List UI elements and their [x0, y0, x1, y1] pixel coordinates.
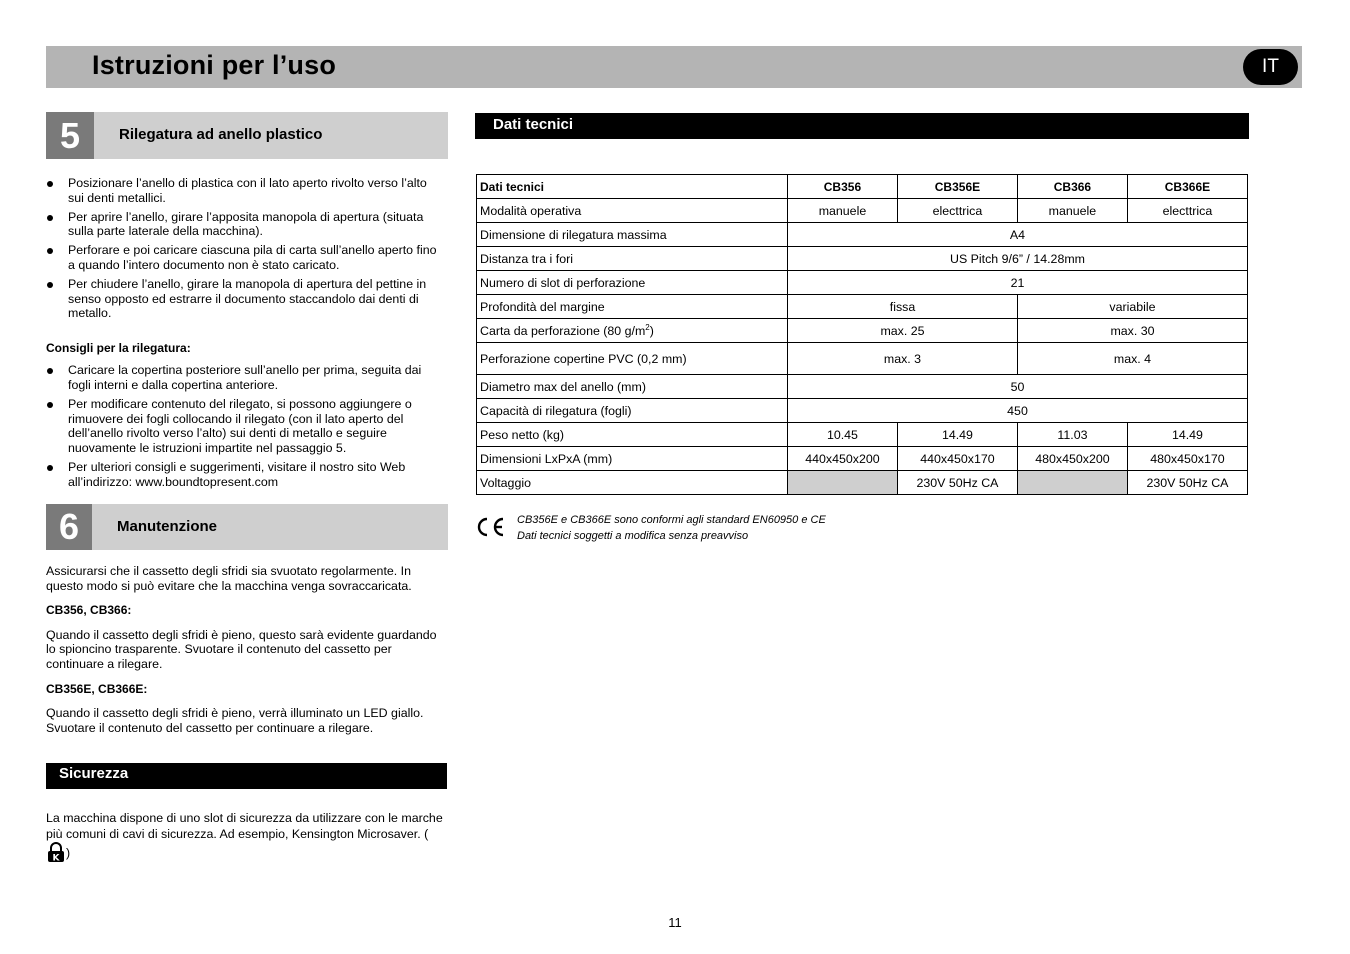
kensington-lock-icon [46, 842, 66, 863]
table-cell: Profondità del margine [477, 295, 788, 319]
table-cell: CB366 [1017, 175, 1127, 199]
table-cell: Distanza tra i fori [477, 247, 788, 271]
table-cell: Dimensione di rilegatura massima [477, 223, 788, 247]
table-cell: CB356E [897, 175, 1017, 199]
table-row [477, 399, 1248, 423]
table-row [477, 271, 1248, 295]
paper-label-sup: 2 [645, 322, 650, 332]
ce-note [517, 513, 826, 544]
table-cell: Dati tecnici [477, 175, 788, 199]
table-cell: 50 [788, 375, 1248, 399]
table-row [477, 199, 1248, 223]
ce-note-line-2: Dati tecnici soggetti a modifica senza preavviso [517, 529, 749, 542]
section-5-header [46, 112, 448, 159]
table-row [477, 247, 1248, 271]
table-row [477, 447, 1248, 471]
table-row [477, 471, 1248, 495]
section-6-number: 6 [46, 504, 92, 550]
steps-list [46, 176, 446, 321]
table-cell: Numero di slot di perforazione [477, 271, 788, 295]
table-cell: Perforazione copertine PVC (0,2 mm) [477, 343, 788, 375]
table-cell: electtrica [897, 199, 1017, 223]
maintenance-sub1-heading: CB356, CB366: [46, 603, 132, 618]
table-cell: US Pitch 9/6” / 14.28mm [788, 247, 1248, 271]
table-cell: CB356 [788, 175, 898, 199]
table-header-row [477, 175, 1248, 199]
table-cell: 450 [788, 399, 1248, 423]
svg-text:K: K [52, 853, 60, 863]
table-cell: 440x450x200 [788, 447, 898, 471]
table-cell: 230V 50Hz CA [897, 471, 1017, 495]
paper-label-end: ) [649, 324, 654, 339]
ce-note-line-1: CB356E e CB366E sono conformi agli standard EN60950 e CE [517, 514, 826, 526]
safety-text-end: ) [66, 846, 71, 860]
table-row [477, 295, 1248, 319]
tips-heading: Consigli per la rilegatura: [46, 340, 191, 355]
table-row [477, 223, 1248, 247]
table-cell: variabile [1017, 295, 1247, 319]
page-title: Istruzioni per l’uso [92, 50, 337, 80]
list-item: Per ulteriori consigli e suggerimenti, visitare il nostro sito Web all’indirizzo: www.boundtopresent.com [46, 460, 446, 489]
tech-data-table [476, 174, 1248, 495]
page-number: 11 [668, 915, 682, 930]
list-item: Per chiudere l’anello, girare la manopola di apertura del pettine in senso opposto ed estrarre il documento staccandolo dai denti di metallo. [46, 277, 446, 321]
table-row [477, 375, 1248, 399]
table-cell: 440x450x170 [897, 447, 1017, 471]
table-row [477, 343, 1248, 375]
safety-header: Sicurezza [46, 763, 447, 789]
table-cell: max. 3 [788, 343, 1018, 375]
tech-data-header: Dati tecnici [475, 113, 1249, 139]
maintenance-sub2-heading: CB356E, CB366E: [46, 681, 148, 696]
table-cell: CB366E [1127, 175, 1247, 199]
tips-list [46, 363, 446, 489]
section-6-body [46, 564, 446, 735]
table-cell: Modalità operativa [477, 199, 788, 223]
maintenance-intro: Assicurarsi che il cassetto degli sfridi sia svuotato regolarmente. In questo modo si può evitare che la macchina venga sovraccaricata. [46, 564, 412, 593]
table-cell: Dimensioni LxPxA (mm) [477, 447, 788, 471]
section-5-title: Rilegatura ad anello plastico [119, 126, 323, 143]
section-5-number: 5 [46, 112, 94, 159]
table-cell: 11.03 [1017, 423, 1127, 447]
table-cell-empty [1017, 471, 1127, 495]
language-badge: IT [1243, 49, 1298, 85]
list-item: Posizionare l’anello di plastica con il lato aperto rivolto verso l’alto sui denti metallici. [46, 176, 446, 205]
table-cell-empty [788, 471, 898, 495]
table-cell: 14.49 [897, 423, 1017, 447]
section-5-body [46, 176, 446, 494]
safety-body [46, 811, 446, 863]
table-cell: electtrica [1127, 199, 1247, 223]
table-cell: fissa [788, 295, 1018, 319]
table-cell: Capacità di rilegatura (fogli) [477, 399, 788, 423]
list-item: Per modificare contenuto del rilegato, si possono aggiungere o rimuovere dei fogli collocando il rilegato (con il lato aperto del dell’anello rivolto verso l’alto) sui denti di metallo e seguire nuovamente le istruzioni impartite nel passaggio 5. [46, 397, 446, 455]
table-row [477, 319, 1248, 343]
paper-label: Carta da perforazione (80 g/m [480, 324, 646, 339]
table-cell: 10.45 [788, 423, 898, 447]
table-cell: manuele [1017, 199, 1127, 223]
table-cell: manuele [788, 199, 898, 223]
section-6-header [46, 504, 448, 550]
table-cell: Peso netto (kg) [477, 423, 788, 447]
table-row [477, 423, 1248, 447]
maintenance-sub2-text: Quando il cassetto degli sfridi è pieno, verrà illuminato un LED giallo. Svuotare il contenuto del cassetto per continuare a rilegare. [46, 706, 424, 735]
safety-text: La macchina dispone di uno slot di sicurezza da utilizzare con le marche più comuni di cavi di sicurezza. Ad esempio, Kensington Microsaver. ( [46, 811, 443, 841]
table-cell [477, 319, 788, 343]
table-cell: Voltaggio [477, 471, 788, 495]
table-cell: max. 4 [1017, 343, 1247, 375]
table-cell: 480x450x200 [1017, 447, 1127, 471]
maintenance-sub1-text: Quando il cassetto degli sfridi è pieno, questo sarà evidente guardando lo spioncino trasparente. Svuotare il contenuto del cassetto per continuare a rilegare. [46, 627, 437, 671]
table-cell: A4 [788, 223, 1248, 247]
table-cell: 14.49 [1127, 423, 1247, 447]
table-cell: 480x450x170 [1127, 447, 1247, 471]
ce-mark-icon [474, 516, 506, 538]
table-cell: max. 30 [1017, 319, 1247, 343]
list-item: Perforare e poi caricare ciascuna pila di carta sull’anello aperto fino a quando l’intero documento non è stato caricato. [46, 243, 446, 272]
table-cell: 21 [788, 271, 1248, 295]
table-cell: 230V 50Hz CA [1127, 471, 1247, 495]
table-cell: Diametro max del anello (mm) [477, 375, 788, 399]
table-cell: max. 25 [788, 319, 1018, 343]
list-item: Per aprire l’anello, girare l’apposita manopola di apertura (situata sulla parte laterale della macchina). [46, 210, 446, 239]
section-6-title: Manutenzione [117, 518, 217, 535]
list-item: Caricare la copertina posteriore sull’anello per prima, seguita dai fogli interni e dalla copertina anteriore. [46, 363, 446, 392]
